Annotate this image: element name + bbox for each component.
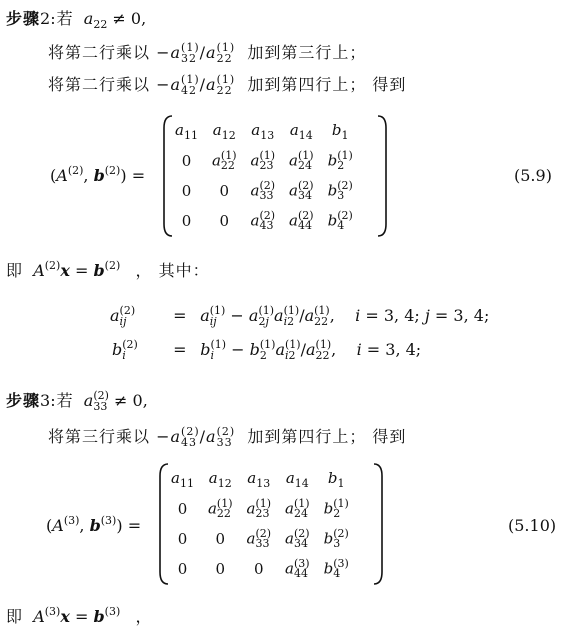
eq510-cell: $a_{11}$ xyxy=(171,468,194,490)
eq59-cell: $a_{14}$ xyxy=(289,120,313,142)
eq59-cell: b (1) 2 xyxy=(327,148,353,172)
eq510-matrix xyxy=(158,462,384,586)
step2-line2: 将第二行乘以 −a (1) 42 /a (1) 22 加到第四行上； 得到 xyxy=(48,73,407,97)
eq510-number: (5.10) xyxy=(508,516,557,535)
eq59-cell: $a_{13}$ xyxy=(251,120,275,142)
step3-line1: 将第三行乘以 −a (2) 43 /a (2) 33 加到第四行上； 得到 xyxy=(48,425,407,449)
eq59-cell: a (1) 24 xyxy=(289,148,314,172)
eq510-cell: $a_{12}$ xyxy=(208,468,232,490)
eq59-cell: $b_1$ xyxy=(331,120,349,142)
step2-line1: 将第二行乘以 −a (1) 32 /a (1) 22 加到第三行上； xyxy=(48,41,367,65)
eq59-row-4 xyxy=(168,206,360,236)
eq59-cell: 0 xyxy=(181,152,192,170)
step2-condition: $a_{22} \ne 0$, xyxy=(83,9,147,31)
step3-label: 步骤 xyxy=(6,391,41,410)
eq510-cell: b (1) 2 xyxy=(323,496,349,520)
step2-line1-post: 加到第三行上； xyxy=(247,43,367,62)
eq510-cell: 0 xyxy=(177,500,188,518)
step3-line1-pre: 将第三行乘以 − xyxy=(48,427,171,446)
eq510-cell: a (1) 24 xyxy=(285,496,310,520)
eq59-row-3 xyxy=(168,176,360,206)
eq510-row-3 xyxy=(164,524,356,554)
eq510-cell: a (2) 34 xyxy=(285,526,310,550)
eq59-cell: b (2) 3 xyxy=(327,178,353,202)
formula-line-1: a (2) ij = a (1) ij − a (1) 2j a (1) i2 /a (1) 22 , i = 3, 4; j = 3, 4; xyxy=(110,304,490,328)
eq510-row-2 xyxy=(164,494,356,524)
step3-tail: :若 xyxy=(50,391,74,410)
eq59-cell: a (2) 43 xyxy=(250,208,276,232)
after510-suffix: ， xyxy=(135,607,153,626)
eq510-cell: a (3) 44 xyxy=(285,556,310,580)
eq510-cell: b (3) 4 xyxy=(323,556,349,580)
eq59-cell: 0 xyxy=(219,182,229,200)
eq59-cell: $a_{11}$ xyxy=(175,120,198,142)
eq59-cell: a (1) 23 xyxy=(250,148,276,172)
after510-prefix: 即 xyxy=(6,607,24,626)
eq59-cell: 0 xyxy=(219,212,229,230)
eq510-cell: a (2) 33 xyxy=(246,526,272,550)
step2-tail: :若 xyxy=(50,9,74,28)
eq510-right-bracket xyxy=(372,462,384,586)
eq59-row-2 xyxy=(168,146,360,176)
step2-line2-pre: 将第二行乘以 − xyxy=(48,75,171,94)
eq59-number: (5.9) xyxy=(514,166,552,185)
eq510-lhs: ($A^{(3)}$, $b^{(3)}$) = xyxy=(46,514,142,535)
step3-heading xyxy=(6,388,148,412)
step2-number: 2 xyxy=(40,9,51,28)
after59-prefix: 即 xyxy=(6,261,24,280)
eq510-cell: 0 xyxy=(215,560,225,578)
eq510-cell: 0 xyxy=(177,560,188,578)
eq59-lhs: ($A^{(2)}$, $b^{(2)}$) = xyxy=(50,164,146,185)
eq59-matrix xyxy=(162,114,388,238)
eq510-cell: $b_1$ xyxy=(327,468,345,490)
eq59-cell: a (2) 34 xyxy=(289,178,314,202)
eq59-cell: 0 xyxy=(181,212,192,230)
step2-line1-pre: 将第二行乘以 − xyxy=(48,43,171,62)
step2-heading xyxy=(6,6,146,31)
eq59-right-bracket xyxy=(376,114,388,238)
eq59-cell: a (1) 22 xyxy=(211,148,237,172)
eq510-cell: 0 xyxy=(215,530,225,548)
eq510-cell: $a_{13}$ xyxy=(247,468,271,490)
eq510-cell: a (1) 23 xyxy=(246,496,272,520)
after59-suffix: ， 其中： xyxy=(135,261,210,280)
after510-line: 即 $A^{(3)}x = b^{(3)}$ ， xyxy=(6,605,153,626)
eq510-cell: a (1) 22 xyxy=(207,496,233,520)
eq59-cell: 0 xyxy=(181,182,192,200)
eq510-row-1 xyxy=(164,464,356,494)
step2-label: 步骤 xyxy=(6,9,41,28)
formula-line-2: b (2) i = b (1) i − b (1) 2 a (1) i2 /a (1) 22 , i = 3, 4; xyxy=(112,338,422,362)
step3-line1-post: 加到第四行上； 得到 xyxy=(247,427,407,446)
eq59-cell: a (2) 33 xyxy=(250,178,276,202)
eq510-cell: 0 xyxy=(177,530,188,548)
eq510-cell: $a_{14}$ xyxy=(285,468,309,490)
eq510-cell: b (2) 3 xyxy=(323,526,349,550)
step3-condition: a (2) 33 ≠ 0, xyxy=(83,389,148,413)
step2-line2-post: 加到第四行上； 得到 xyxy=(247,75,407,94)
eq59-cell: a (2) 44 xyxy=(289,208,314,232)
eq59-cell: $a_{12}$ xyxy=(212,120,236,142)
eq510-cell: 0 xyxy=(254,560,264,578)
step3-number: 3 xyxy=(40,391,51,410)
eq59-cell: b (2) 4 xyxy=(327,208,353,232)
eq59-row-1 xyxy=(168,116,360,146)
eq510-row-4 xyxy=(164,554,356,584)
after59-line: 即 $A^{(2)}x = b^{(2)}$ ， 其中： xyxy=(6,259,210,280)
